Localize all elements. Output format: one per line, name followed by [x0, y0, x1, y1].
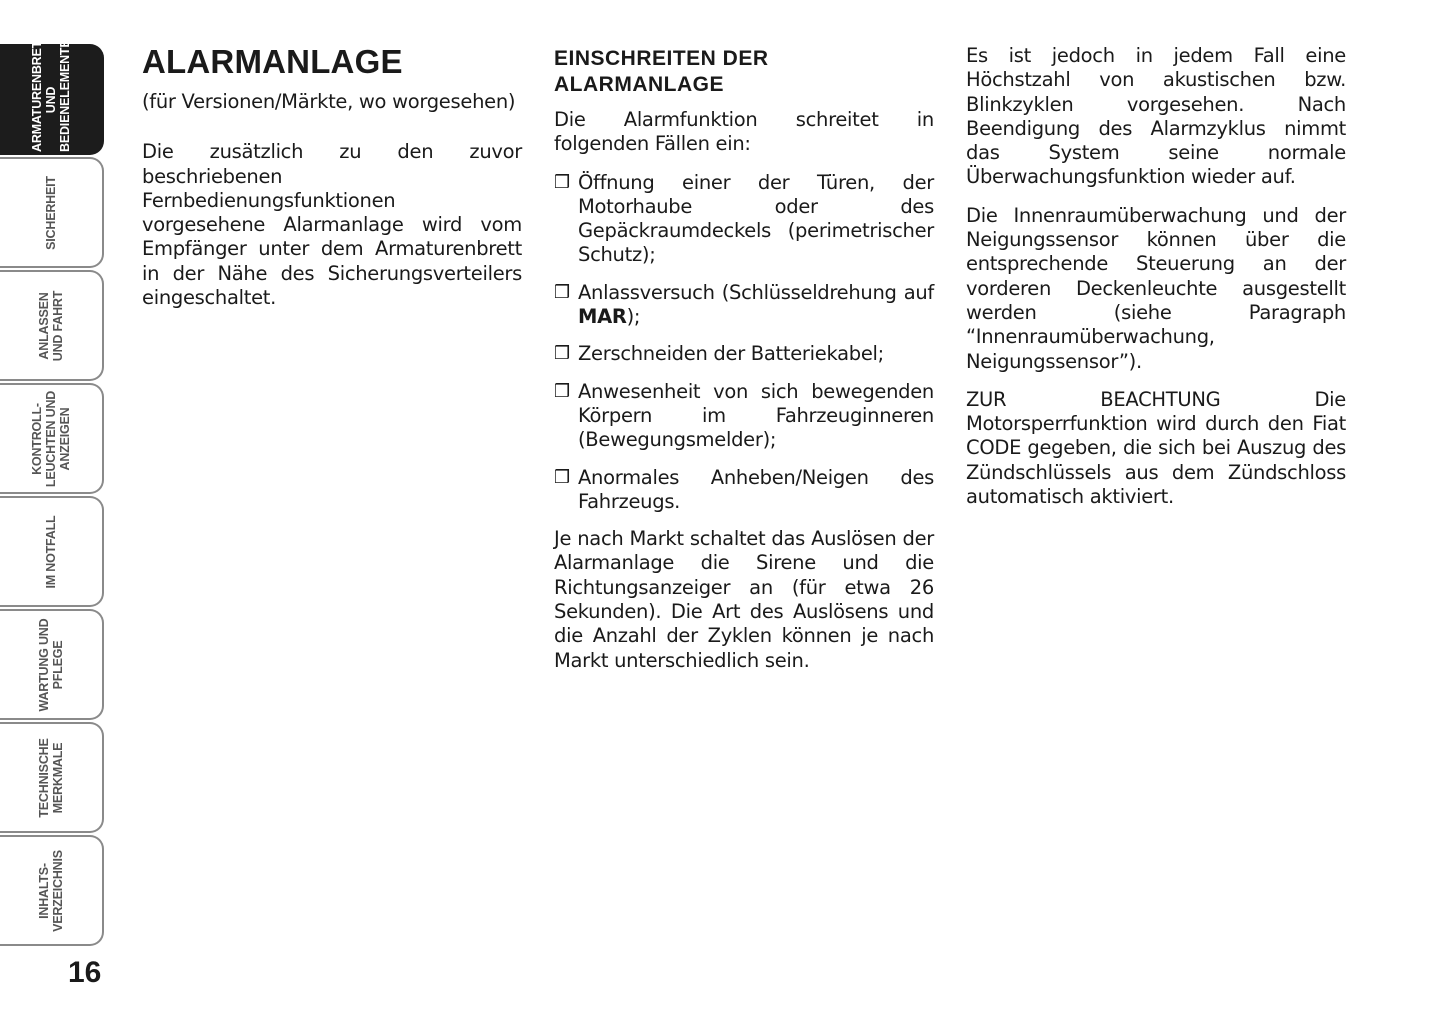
trigger-list	[554, 171, 934, 515]
checkbox-bullet-icon: ❒	[554, 343, 570, 365]
page-subtitle: (für Versionen/Märkte, wo worgesehen)	[142, 90, 516, 113]
checkbox-bullet-icon: ❒	[554, 466, 570, 488]
list-item	[554, 342, 934, 366]
list-item	[554, 171, 934, 268]
column-2	[554, 44, 934, 687]
tab-label: WARTUNG UND PFLEGE	[37, 618, 65, 711]
tab-technische-merkmale[interactable]	[0, 722, 104, 833]
tab-kontrollleuchten[interactable]	[0, 383, 104, 494]
list-item-text: Öffnung einer der Türen, der Motorhaube oder des Gepäckraumdeckels (perimetrischer Schutz);	[578, 170, 934, 267]
list-item-bold: MAR	[578, 305, 627, 329]
list-item	[554, 466, 934, 515]
tab-inhaltsverzeichnis[interactable]	[0, 835, 104, 946]
list-item-text: Anlassversuch (Schlüsseldrehung auf	[578, 280, 934, 304]
list-item	[554, 380, 934, 453]
tab-label: SICHERHEIT	[44, 175, 58, 250]
market-paragraph: Je nach Markt schaltet das Auslösen der Alarmanlage die Sirene und die Richtungsanzeiger an (für etwa 26 Sekunden). Die Art des Auslösens und die Anzahl der Zyklen können je nach Markt unterschiedlich sein.	[554, 527, 934, 672]
tab-anlassen[interactable]	[0, 270, 104, 381]
note-paragraph: ZUR BEACHTUNG Die Motorsperrfunktion wird durch den Fiat CODE gegeben, die sich bei Auszug des Zündschlüssels aus dem Zündschloss automatisch aktiviert.	[966, 387, 1346, 509]
tab-label: INHALTS- VERZEICHNIS	[37, 849, 65, 932]
sensor-paragraph: Die Innenraumüberwachung und der Neigungssensor können über die entsprechende Steuerung an der vorderen Deckenleuchte ausgestellt werden (siehe Paragraph “Innenraumüberwachung, Neigungssensor”).	[966, 203, 1346, 373]
tab-wartung[interactable]	[0, 609, 104, 720]
page-number: 16	[68, 956, 102, 989]
list-item-text: Anormales Anheben/Neigen des Fahrzeugs.	[578, 465, 934, 513]
column-1	[142, 44, 522, 324]
section-title: EINSCHREITEN DER ALARMANLAGE	[554, 47, 769, 96]
tab-label: TECHNISCHE MERKMALE	[37, 737, 65, 818]
tab-label: KONTROLL- LEUCHTEN UND ANZEIGEN	[30, 390, 72, 487]
list-item	[554, 281, 934, 330]
page-title: ALARMANLAGE	[142, 43, 403, 80]
cycles-paragraph: Es ist jedoch in jedem Fall eine Höchstzahl von akustischen bzw. Blinkzyklen vorgesehen. Nach Beendigung des Alarmzyklus nimmt das System seine normale Überwachungsfunktion wieder auf.	[966, 44, 1346, 189]
tab-sicherheit[interactable]	[0, 157, 104, 268]
section-intro: Die Alarmfunktion schreitet in folgenden Fällen ein:	[554, 108, 934, 156]
tab-label: ARMATURENBRETT UND BEDIENELEMENTE	[30, 33, 72, 152]
checkbox-bullet-icon: ❒	[554, 281, 570, 303]
checkbox-bullet-icon: ❒	[554, 171, 570, 193]
tab-label: ANLASSEN UND FAHRT	[37, 290, 65, 361]
column-3	[966, 44, 1346, 523]
chapter-tabs	[0, 33, 106, 948]
list-item-text: Zerschneiden der Batteriekabel;	[578, 342, 884, 366]
tab-armaturenbrett[interactable]	[0, 33, 104, 155]
checkbox-bullet-icon: ❒	[554, 380, 570, 402]
tab-label: IM NOTFALL	[44, 515, 58, 588]
list-item-text: Anwesenheit von sich bewegenden Körpern im Fahrzeuginneren (Bewegungsmelder);	[578, 379, 934, 452]
intro-paragraph: Die zusätzlich zu den zuvor beschriebenen Fernbedienungsfunktionen vorgesehene Alarmanlage wird vom Empfänger unter dem Armaturenbrett in der Nähe des Sicherungsverteilers eingeschaltet.	[142, 140, 522, 310]
list-item-text-end: );	[626, 305, 641, 329]
tab-im-notfall[interactable]	[0, 496, 104, 607]
